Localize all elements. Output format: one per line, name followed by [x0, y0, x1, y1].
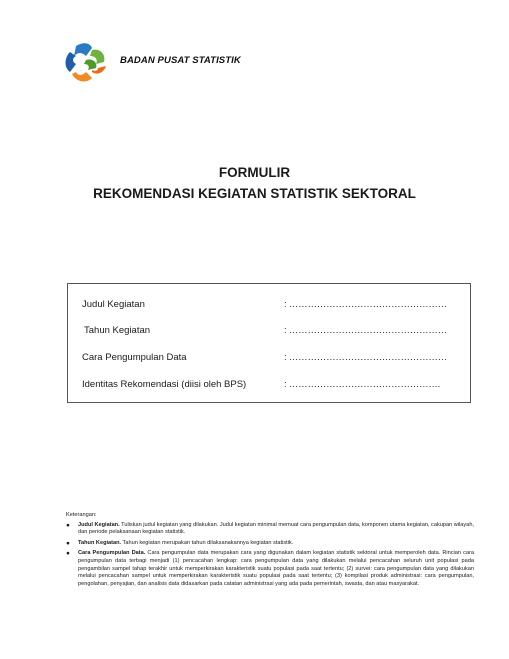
- form-label-judul: Judul Kegiatan: [82, 299, 145, 310]
- bullet-icon: ●: [66, 539, 70, 547]
- note-term: Cara Pengumpulan Data.: [78, 550, 146, 557]
- form-value-tahun[interactable]: : ……………………………………………: [284, 325, 447, 336]
- form-value-cara[interactable]: : ……………………………………………: [284, 352, 447, 363]
- form-label-tahun: Tahun Kegiatan: [84, 325, 151, 336]
- notes-heading: Keterangan:: [66, 512, 97, 518]
- title-line-1: FORMULIR: [218, 165, 291, 180]
- note-text: Tuliskan judul kegiatan yang dilakukan. Judul kegiatan minimal memuat cara pengumpulan data, komponen utama kegiatan, cakupan wilayah, dan periode pelaksanaan kegiatan statistik.: [78, 521, 474, 536]
- form-row-identitas: [82, 379, 460, 393]
- form-row-tahun: [82, 325, 460, 339]
- form-row-judul: [82, 299, 460, 313]
- title-line-2: REKOMENDASI KEGIATAN STATISTIK SEKTORAL: [93, 186, 416, 201]
- header: [62, 42, 322, 86]
- form-label-cara: Cara Pengumpulan Data: [82, 352, 187, 363]
- note-term: Judul Kegiatan.: [78, 521, 120, 528]
- bullet-icon: ●: [66, 521, 70, 529]
- note-item-judul: [66, 522, 474, 537]
- form-value-identitas[interactable]: : ………………………………………….: [284, 379, 441, 390]
- note-text: Tahun kegiatan merupakan tahun dilaksanakannya kegiatan statistik.: [121, 539, 294, 546]
- form-row-cara: [82, 352, 460, 366]
- notes-section: [66, 512, 474, 591]
- form-label-identitas: Identitas Rekomendasi (diisi oleh BPS): [82, 379, 247, 390]
- bullet-icon: ●: [66, 550, 70, 558]
- note-item-cara: [66, 550, 474, 588]
- note-item-tahun: [66, 540, 474, 548]
- org-name: BADAN PUSAT STATISTIK: [120, 55, 241, 66]
- form-box: [67, 283, 471, 403]
- note-text: Cara pengumpulan data merupakan cara yang digunakan dalam kegiatan statistik sektoral untuk memperoleh data. Rincian cara pengumpulan data terbagi menjadi (1) pencacahan lengkap: cara pengumpulan data yang dilakukan melalui pencacahan seluruh unit populasi pada pengambilan sampel tahap terakhir untuk memperkirakan karakteristik suatu populasi pada saat tertentu; (2) survei: cara pengumpulan data yang dilakukan melalui pencacahan sampel untuk memperkirakan karakteristik suatu populasi pada saat tertentu; (3) kompilasi produk administrasi: cara pengumpulan, pengolahan, penyajian, dan analisis data didasarkan pada catatan administrasi yang ada pada pemerintah, swasta, dan atau masyarakat.: [78, 550, 474, 587]
- bps-logo-icon: [62, 42, 116, 86]
- note-term: Tahun Kegiatan.: [78, 539, 122, 546]
- page-title: [0, 165, 509, 201]
- form-value-judul[interactable]: : ……………………………………………: [284, 299, 447, 310]
